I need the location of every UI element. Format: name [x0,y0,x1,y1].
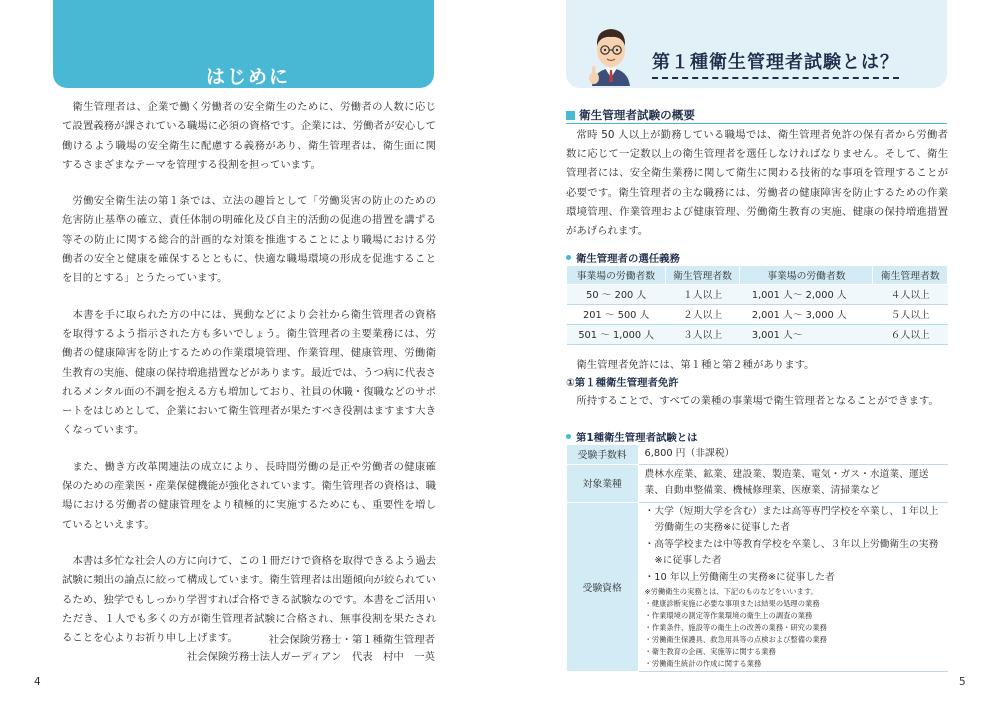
table-cell: 2,001 人～ 3,000 人 [740,304,873,324]
qualification-item: ・大学（短期大学を含む）または高等専門学校を卒業し、１年以上労働衛生の実務※に従事した者 [644,505,939,533]
dot-bullet-icon [566,434,571,439]
left-header-title: はじめに [200,62,296,93]
section-heading-text: 衛生管理者試験の概要 [579,108,695,122]
table-header-cell: 事業場の労働者数 [740,266,873,284]
first-class-heading: ①第１種衛生管理者免許 [566,377,679,389]
intro-body [62,98,436,665]
qualification-note: ・衛生教育の企画、実施等に関する業務 [644,647,776,656]
qualification-note: ・健康診断実施に必要な事項または結果の処理の業務 [644,599,820,608]
table-cell: 1,001 人～ 2,000 人 [740,284,873,304]
intro-paragraph: 本書は多忙な社会人の方に向けて、この１冊だけで資格を取得できるよう過去試験に頻出の論点に絞って構成しています。衛生管理者は出題傾向が絞られているため、独学でもしっかり学習すれば合格できる試験なのです。本書をご活用いただき、１人でも多くの方が衛生管理者試験に合格され、無事役割を果たされることを心よりお祈り申し上げます。 [62,554,436,645]
signature-line: 社会保険労務士法人ガーディアン 代表 村中 一英 [186,651,435,663]
table2-heading [566,429,698,444]
table-header-cell: 衛生管理者数 [665,266,740,284]
table-header-cell: 衛生管理者数 [873,266,948,284]
left-header-banner [53,0,434,88]
qualification-cell [638,502,948,672]
table-cell: １人以上 [665,284,740,304]
table-key-cell: 受験資格 [567,502,638,672]
table-row [567,502,948,672]
qualification-item: ・10 年以上労働衛生の実務※に従事した者 [644,571,835,583]
appointment-table [567,266,948,345]
qualification-note-head: ※労働衛生の実務とは、下記のものなどをいいます。 [644,587,818,596]
table1-heading-text: 衛生管理者の選任義務 [576,253,680,265]
table-key-cell: 対象業種 [567,464,638,502]
exam-info-table [567,445,948,672]
table-cell: 3,001 人～ [740,324,873,344]
signature [187,632,435,666]
qualification-note: ・労働衛生保護具、救急用具等の点検および整備の業務 [644,635,827,644]
table-cell: ３人以上 [665,324,740,344]
table-value-cell: 農林水産業、鉱業、建設業、製造業、電気・ガス・水道業、運送業、自動車整備業、機械修理業、医療業、清掃業など [638,464,948,502]
intro-paragraph: 労働安全衛生法の第１条では、立法の趣旨として「労働災害の防止のための危害防止基準の確立、責任体制の明確化及び自主的活動の促進の措置を講ずる等その防止に関する総合的計画的な対策を推進することにより職場における労働者の安全と健康を確保するとともに、快適な職場環境の形成を促進することを目的とする」とうたっています。 [62,195,436,285]
table-cell: ５人以上 [873,304,948,324]
table-cell: 501 ～ 1,000 人 [567,324,665,344]
intro-paragraph: また、働き方改革関連法の成立により、長時間労働の是正や労働者の健康確保のための産業医・産業保健機能が強化されています。衛生管理者の資格は、職場における労働者の健康管理をより積極的に実施するためにも、重要性を増しているといえます。 [62,460,436,531]
table-cell: 201 ～ 500 人 [567,304,665,324]
table1-heading [566,250,680,265]
square-bullet-icon [566,111,575,120]
section-body: 常時 50 人以上が勤務している職場では、衛生管理者免許の保有者から労働者数に応じて一定数以上の衛生管理者を選任しなければなりません。そして、衛生管理者には、安全衛生業務に関して衛生に関わる技術的な事項を管理することが必要です。衛生管理者の主な職務には、労働者の健康障害を防止するための作業環境管理、作業管理および健康管理、労働衛生教育の実施、健康の保持増進措置があげられます。 [566,129,948,238]
license-sentence: 衛生管理者免許には、第１種と第２種があります。 [576,359,815,371]
right-page [500,0,1000,708]
signature-line: 社会保険労務士・第１種衛生管理者 [268,634,435,646]
qualification-note: ・作業環境の測定等作業環境の衛生上の調査の業務 [644,611,813,620]
table-key-cell: 受験手数料 [567,445,638,464]
license-text [566,356,939,410]
table-header-row [567,266,948,284]
teacher-avatar-icon [586,20,636,86]
table-row [567,284,948,304]
section-divider [566,123,947,124]
table-row [567,304,948,324]
dot-bullet-icon [566,255,571,260]
right-header-title: 第１種衛生管理者試験とは？ [652,48,899,79]
table-header-cell: 事業場の労働者数 [567,266,665,284]
section-heading [566,107,695,123]
page-number-left: 4 [34,676,41,688]
table-row [567,445,948,464]
qualification-note: ・作業条件、施設等の衛生上の改善の業務・研究の業務 [644,623,827,632]
table-cell: 50 ～ 200 人 [567,284,665,304]
right-header-banner [566,0,947,88]
intro-paragraph: 本書を手に取られた方の中には、異動などにより会社から衛生管理者の資格を取得するよう指示された方も多いでしょう。衛生管理者の主要業務には、労働者の健康障害を防止するための作業環境管理、作業管理、健康管理、労働衛生教育の実施、健康の保持増進措置などがあります。最近では、うつ病に代表されるメンタル面の不調を抱える方も増加しており、社員の休職・復職などのサポートをはじめとして、企業において衛生管理者が果たすべき役割はますます大きくなっています。 [62,308,436,437]
page-number-right: 5 [959,676,966,688]
table2-heading-text: 第1種衛生管理者試験とは [576,432,698,444]
qualification-note: ・労働衛生統計の作成に関する業務 [644,659,762,668]
qualification-item: ・高等学校または中等教育学校を卒業し、３年以上労働衛生の実務※に従事した者 [644,538,939,566]
table-row [567,464,948,502]
intro-paragraph: 衛生管理者は、企業で働く労働者の安全衛生のために、労働者の人数に応じて設置義務が課されている職場に必須の資格です。企業には、労働者が安心して働けるよう職場の安全衛生に配慮する義務があり、衛生管理者は、衛生面に関するさまざまなテーマを管理する役割を担っています。 [62,101,436,171]
table-row [567,324,948,344]
table-value-cell: 6,800 円（非課税） [638,445,948,464]
table-cell: ４人以上 [873,284,948,304]
table-cell: ２人以上 [665,304,740,324]
table-cell: ６人以上 [873,324,948,344]
first-class-text: 所持することで、すべての業種の事業場で衛生管理者となることができます。 [576,395,939,407]
